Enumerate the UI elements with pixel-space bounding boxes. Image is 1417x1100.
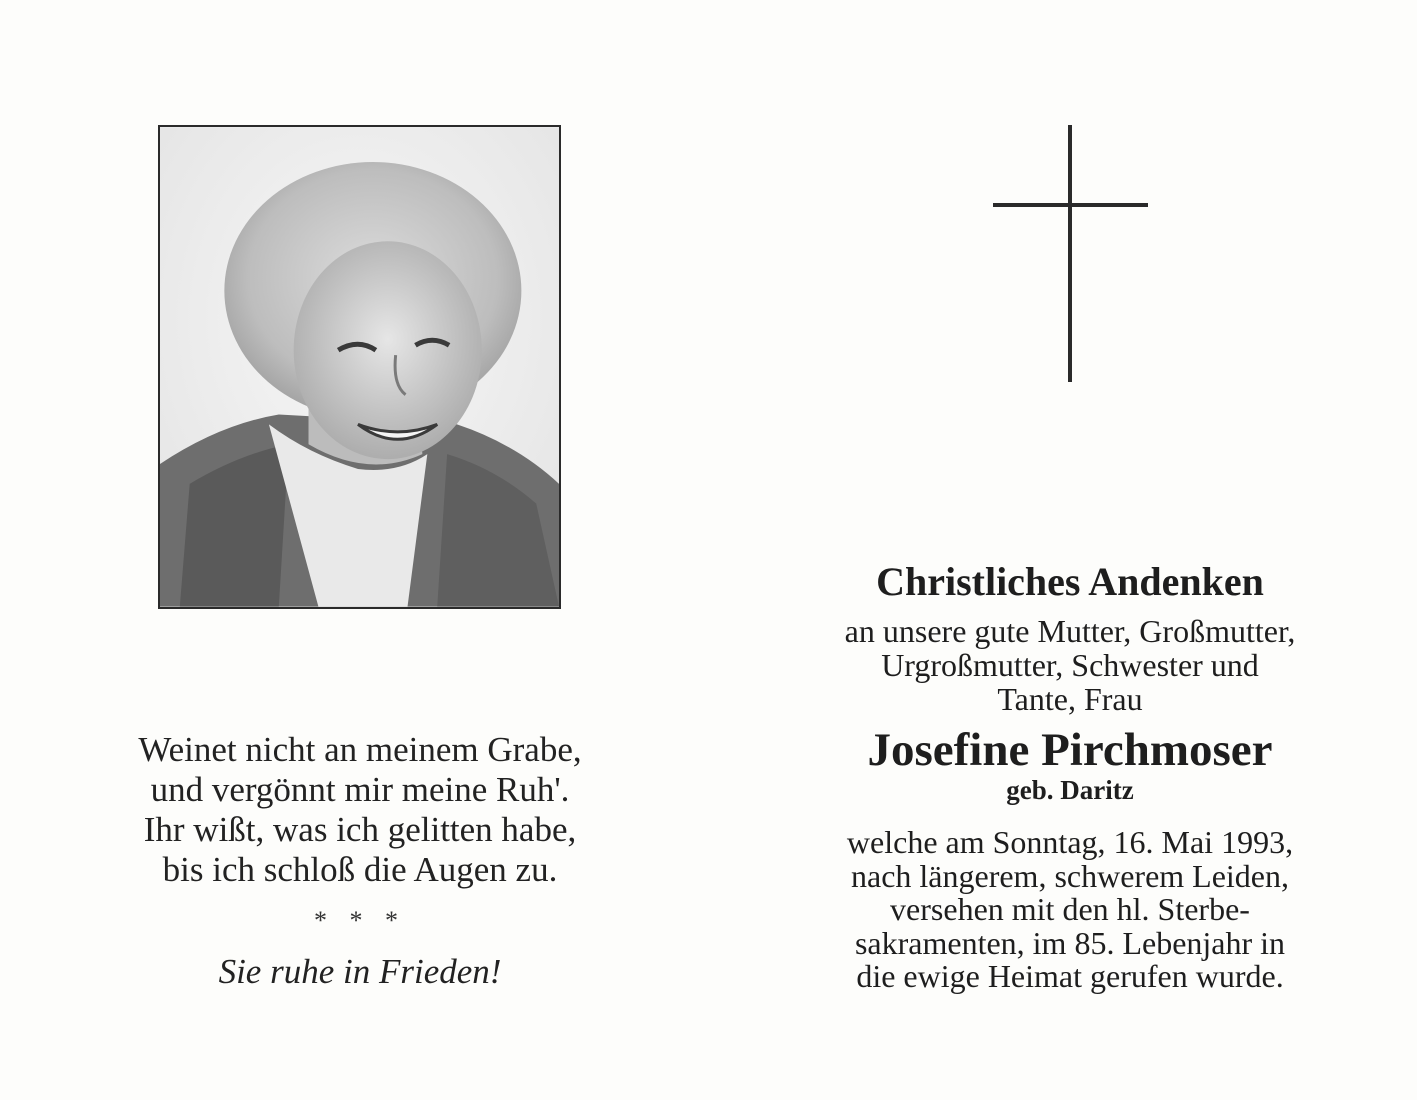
birth-name: geb. Daritz xyxy=(1006,775,1134,805)
details-line: versehen mit den hl. Sterbe- xyxy=(890,891,1250,927)
poem-line: und vergönnt mir meine Ruh'. xyxy=(150,770,570,809)
poem-line: bis ich schloß die Augen zu. xyxy=(162,850,558,889)
separator-stars: * * * xyxy=(314,906,406,935)
cross-icon xyxy=(993,125,1148,382)
intro-line: an unsere gute Mutter, Großmutter, xyxy=(844,613,1296,649)
details-line: sakramenten, im 85. Lebenjahr in xyxy=(854,924,1286,961)
rest-in-peace: Sie ruhe in Frieden! xyxy=(218,952,502,991)
details-line: nach längerem, schwerem Leiden, xyxy=(850,857,1289,894)
memorial-details xyxy=(790,826,1350,994)
portrait-photo xyxy=(158,125,561,609)
memorial-heading: Christliches Andenken xyxy=(876,559,1264,604)
poem-line: Ihr wißt, was ich gelitten habe, xyxy=(143,810,577,849)
poem xyxy=(90,730,630,890)
poem-line: Weinet nicht an meinem Grabe, xyxy=(138,730,582,769)
cross-horizontal-bar xyxy=(993,203,1148,207)
intro-line: Urgroßmutter, Schwester und xyxy=(881,647,1259,683)
portrait-illustration xyxy=(160,127,559,607)
memorial-intro xyxy=(790,614,1350,716)
deceased-name: Josefine Pirchmoser xyxy=(867,724,1273,776)
intro-line: Tante, Frau xyxy=(997,681,1143,717)
details-line: welche am Sonntag, 16. Mai 1993, xyxy=(846,824,1294,860)
details-line: die ewige Heimat gerufen wurde. xyxy=(856,958,1284,994)
cross-vertical-bar xyxy=(1068,125,1072,382)
